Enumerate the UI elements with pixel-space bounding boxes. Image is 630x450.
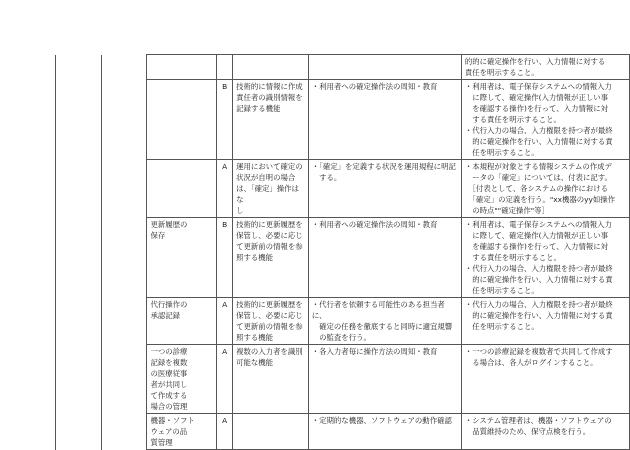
table-row bbox=[56, 55, 630, 80]
technical-cell: 技術的に情報に作成 責任者の識別情報を 記録する機能 bbox=[233, 80, 309, 160]
operational-cell bbox=[308, 55, 461, 80]
technical-cell: 運用において確定の 状況が自明の場合 は、「確定」操作はな し bbox=[233, 160, 309, 218]
technical-cell: 複数の入力者を識別 可能な機能 bbox=[233, 345, 309, 414]
level-cell: A bbox=[217, 298, 233, 345]
operational-cell: ・利用者への確定操作法の周知・教育 bbox=[308, 80, 461, 160]
operational-cell: ・定期的な機器、ソフトウェアの動作確認 bbox=[308, 414, 461, 450]
technical-cell: 技術的に更新履歴を 保管し、必要に応じ て更新前の情報を参 照する機能 bbox=[233, 218, 309, 298]
level-cell bbox=[217, 55, 233, 80]
technical-cell: 技術的に更新履歴を 保管し、必要に応じ て更新前の情報を参 照する機能 bbox=[233, 298, 309, 345]
technical-cell bbox=[233, 55, 309, 80]
category-cell: 機器・ソフト ウェアの品 質管理 bbox=[147, 414, 217, 450]
category-cell bbox=[147, 160, 217, 218]
category-cell: 更新履歴の 保存 bbox=[147, 218, 217, 298]
requirements-table bbox=[55, 54, 630, 450]
category-cell bbox=[147, 80, 217, 160]
notes-cell: ・本規程が対象とする情報システムの作成デ ータの「確定」については、付表に記す。 ［付表として、各システムの操作における 「確定」の定義を行う。"xx機器のyy如操作 の時点""確定操作"等］ bbox=[461, 160, 629, 218]
notes-cell: ・システム管理者は、機器・ソフトウェアの 品質維持のため、保守点検を行う。 bbox=[461, 414, 629, 450]
category-cell bbox=[147, 55, 217, 80]
level-cell: A bbox=[217, 160, 233, 218]
notes-cell: ・利用者は、電子保存システムへの情報入力 に際して、確定操作(入力情報が正しい事 を確認する操作)を行って、入力情報に対 する責任を明示すること。 ・代行入力の場合、入力権限を持つ者が最終 的に確定操作を行い、入力情報に対する責 任を明示すること。 bbox=[461, 80, 629, 160]
notes-cell: ・一つの診療記録を複数者で共同して作成す る場合は、各人がログインすること。 bbox=[461, 345, 629, 414]
operational-cell: ・代行者を依頼する可能性のある担当者に、 確定の任務を徹底すると同時に適宜規響 の監査を行う。 bbox=[308, 298, 461, 345]
operational-cell: ・「確定」を定義する状況を運用規程に明記 する。 bbox=[308, 160, 461, 218]
level-cell: A bbox=[217, 345, 233, 414]
operational-cell: ・利用者への確定操作法の周知・教育 bbox=[308, 218, 461, 298]
technical-cell bbox=[233, 414, 309, 450]
level-cell: B bbox=[217, 218, 233, 298]
category-cell: 一つの診療 記録を複数 の医療従事 者が共同し て作成する 場合の管理 bbox=[147, 345, 217, 414]
notes-cell: 的的に確定操作を行い、入力情報に対する 責任を明示すること。 bbox=[461, 55, 629, 80]
notes-cell: ・代行入力の場合、入力権限を持つ者が最終 的に確定操作を行い、入力情報に対する責 任を明示すること。 bbox=[461, 298, 629, 345]
notes-cell: ・利用者は、電子保存システムへの情報入力 に際して、確定操作(入力情報が正しい事 を確認する操作)を行って、入力情報に対 する責任を明示すること。 ・代行入力の場合、入力権限を持つ者が最終 的に確定操作を行い、入力情報に対する責 任を明示すること。 bbox=[461, 218, 629, 298]
blank-column-2 bbox=[101, 55, 147, 450]
level-cell: A bbox=[217, 414, 233, 450]
level-cell: B bbox=[217, 80, 233, 160]
category-cell: 代行操作の 承認記録 bbox=[147, 298, 217, 345]
operational-cell: ・各入力者毎に操作方法の周知・教育 bbox=[308, 345, 461, 414]
blank-column-1 bbox=[56, 55, 102, 450]
